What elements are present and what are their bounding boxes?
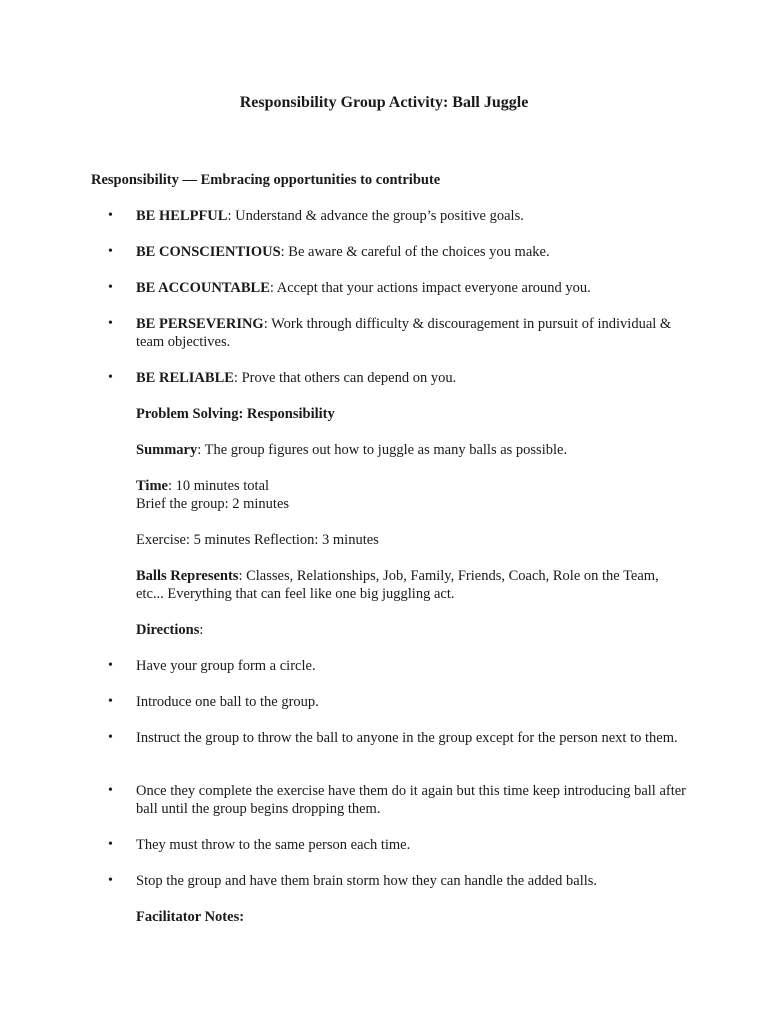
trait-label: BE RELIABLE: [136, 370, 234, 386]
direction-text: Stop the group and have them brain storm how they can handle the added balls.: [136, 873, 598, 889]
exercise-paragraph: Exercise: 5 minutes Reflection: 3 minutes: [136, 532, 379, 548]
bullet-icon: •: [108, 244, 113, 259]
direction-text: Instruct the group to throw the ball to anyone in the group except for the person next to them.: [136, 730, 678, 746]
bullet-icon: •: [108, 730, 113, 745]
bullet-icon: •: [108, 873, 113, 888]
time-paragraph: [136, 477, 686, 513]
direction-text: They must throw to the same person each time.: [136, 837, 411, 853]
list-item: [108, 782, 688, 818]
balls-represent-label: Balls Represents: [136, 568, 239, 584]
time-label: Time: [136, 478, 168, 494]
list-item: [108, 279, 688, 297]
summary-text: : The group figures out how to juggle as many balls as possible.: [197, 442, 568, 458]
bullet-icon: •: [108, 658, 113, 673]
trait-text: : Accept that your actions impact everyone around you.: [269, 280, 591, 296]
summary-paragraph: [136, 441, 686, 459]
bullet-icon: •: [108, 208, 113, 223]
list-item: [108, 243, 688, 261]
trait-label: BE ACCOUNTABLE: [136, 280, 270, 296]
problem-solving-heading: Problem Solving: Responsibility: [136, 406, 335, 422]
bullet-icon: •: [108, 837, 113, 852]
list-item: [108, 315, 688, 351]
time-text: : 10 minutes total: [167, 478, 270, 494]
trait-label: BE CONSCIENTIOUS: [136, 244, 281, 260]
trait-text: : Be aware & careful of the choices you make.: [280, 244, 550, 260]
trait-label: BE HELPFUL: [136, 208, 228, 224]
trait-label: BE PERSEVERING: [136, 316, 264, 332]
summary-label: Summary: [136, 442, 198, 458]
directions-heading: [136, 621, 686, 639]
brief-text: Brief the group: 2 minutes: [136, 496, 290, 512]
bullet-icon: •: [108, 280, 113, 295]
list-item: [108, 369, 688, 387]
trait-text: : Work through difficulty & discouragement in pursuit of individual & team objectives.: [136, 316, 672, 350]
list-item: [108, 693, 688, 711]
list-item: [108, 872, 688, 890]
list-item: [108, 207, 688, 225]
direction-text: Have your group form a circle.: [136, 658, 316, 674]
list-item: [108, 836, 688, 854]
balls-represent-paragraph: [136, 567, 686, 603]
bullet-icon: •: [108, 316, 113, 331]
bullet-icon: •: [108, 370, 113, 385]
list-item: [108, 729, 688, 747]
directions-colon: :: [199, 622, 204, 638]
trait-text: : Understand & advance the group’s positive goals.: [227, 208, 524, 224]
direction-text: Once they complete the exercise have them do it again but this time keep introducing ball after ball until the group begins dropping them.: [136, 783, 687, 817]
facilitator-notes-heading: Facilitator Notes:: [136, 909, 245, 925]
directions-label: Directions: [136, 622, 200, 638]
list-item: [108, 657, 688, 675]
trait-text: : Prove that others can depend on you.: [233, 370, 457, 386]
bullet-icon: •: [108, 783, 113, 798]
balls-represent-text: : Classes, Relationships, Job, Family, Friends, Coach, Role on the Team, etc... Everything that can feel like one big juggling act.: [136, 568, 659, 602]
section-heading: Responsibility — Embracing opportunities to contribute: [91, 172, 441, 188]
direction-text: Introduce one ball to the group.: [136, 694, 319, 710]
document-title: Responsibility Group Activity: Ball Juggle: [239, 94, 529, 111]
bullet-icon: •: [108, 694, 113, 709]
